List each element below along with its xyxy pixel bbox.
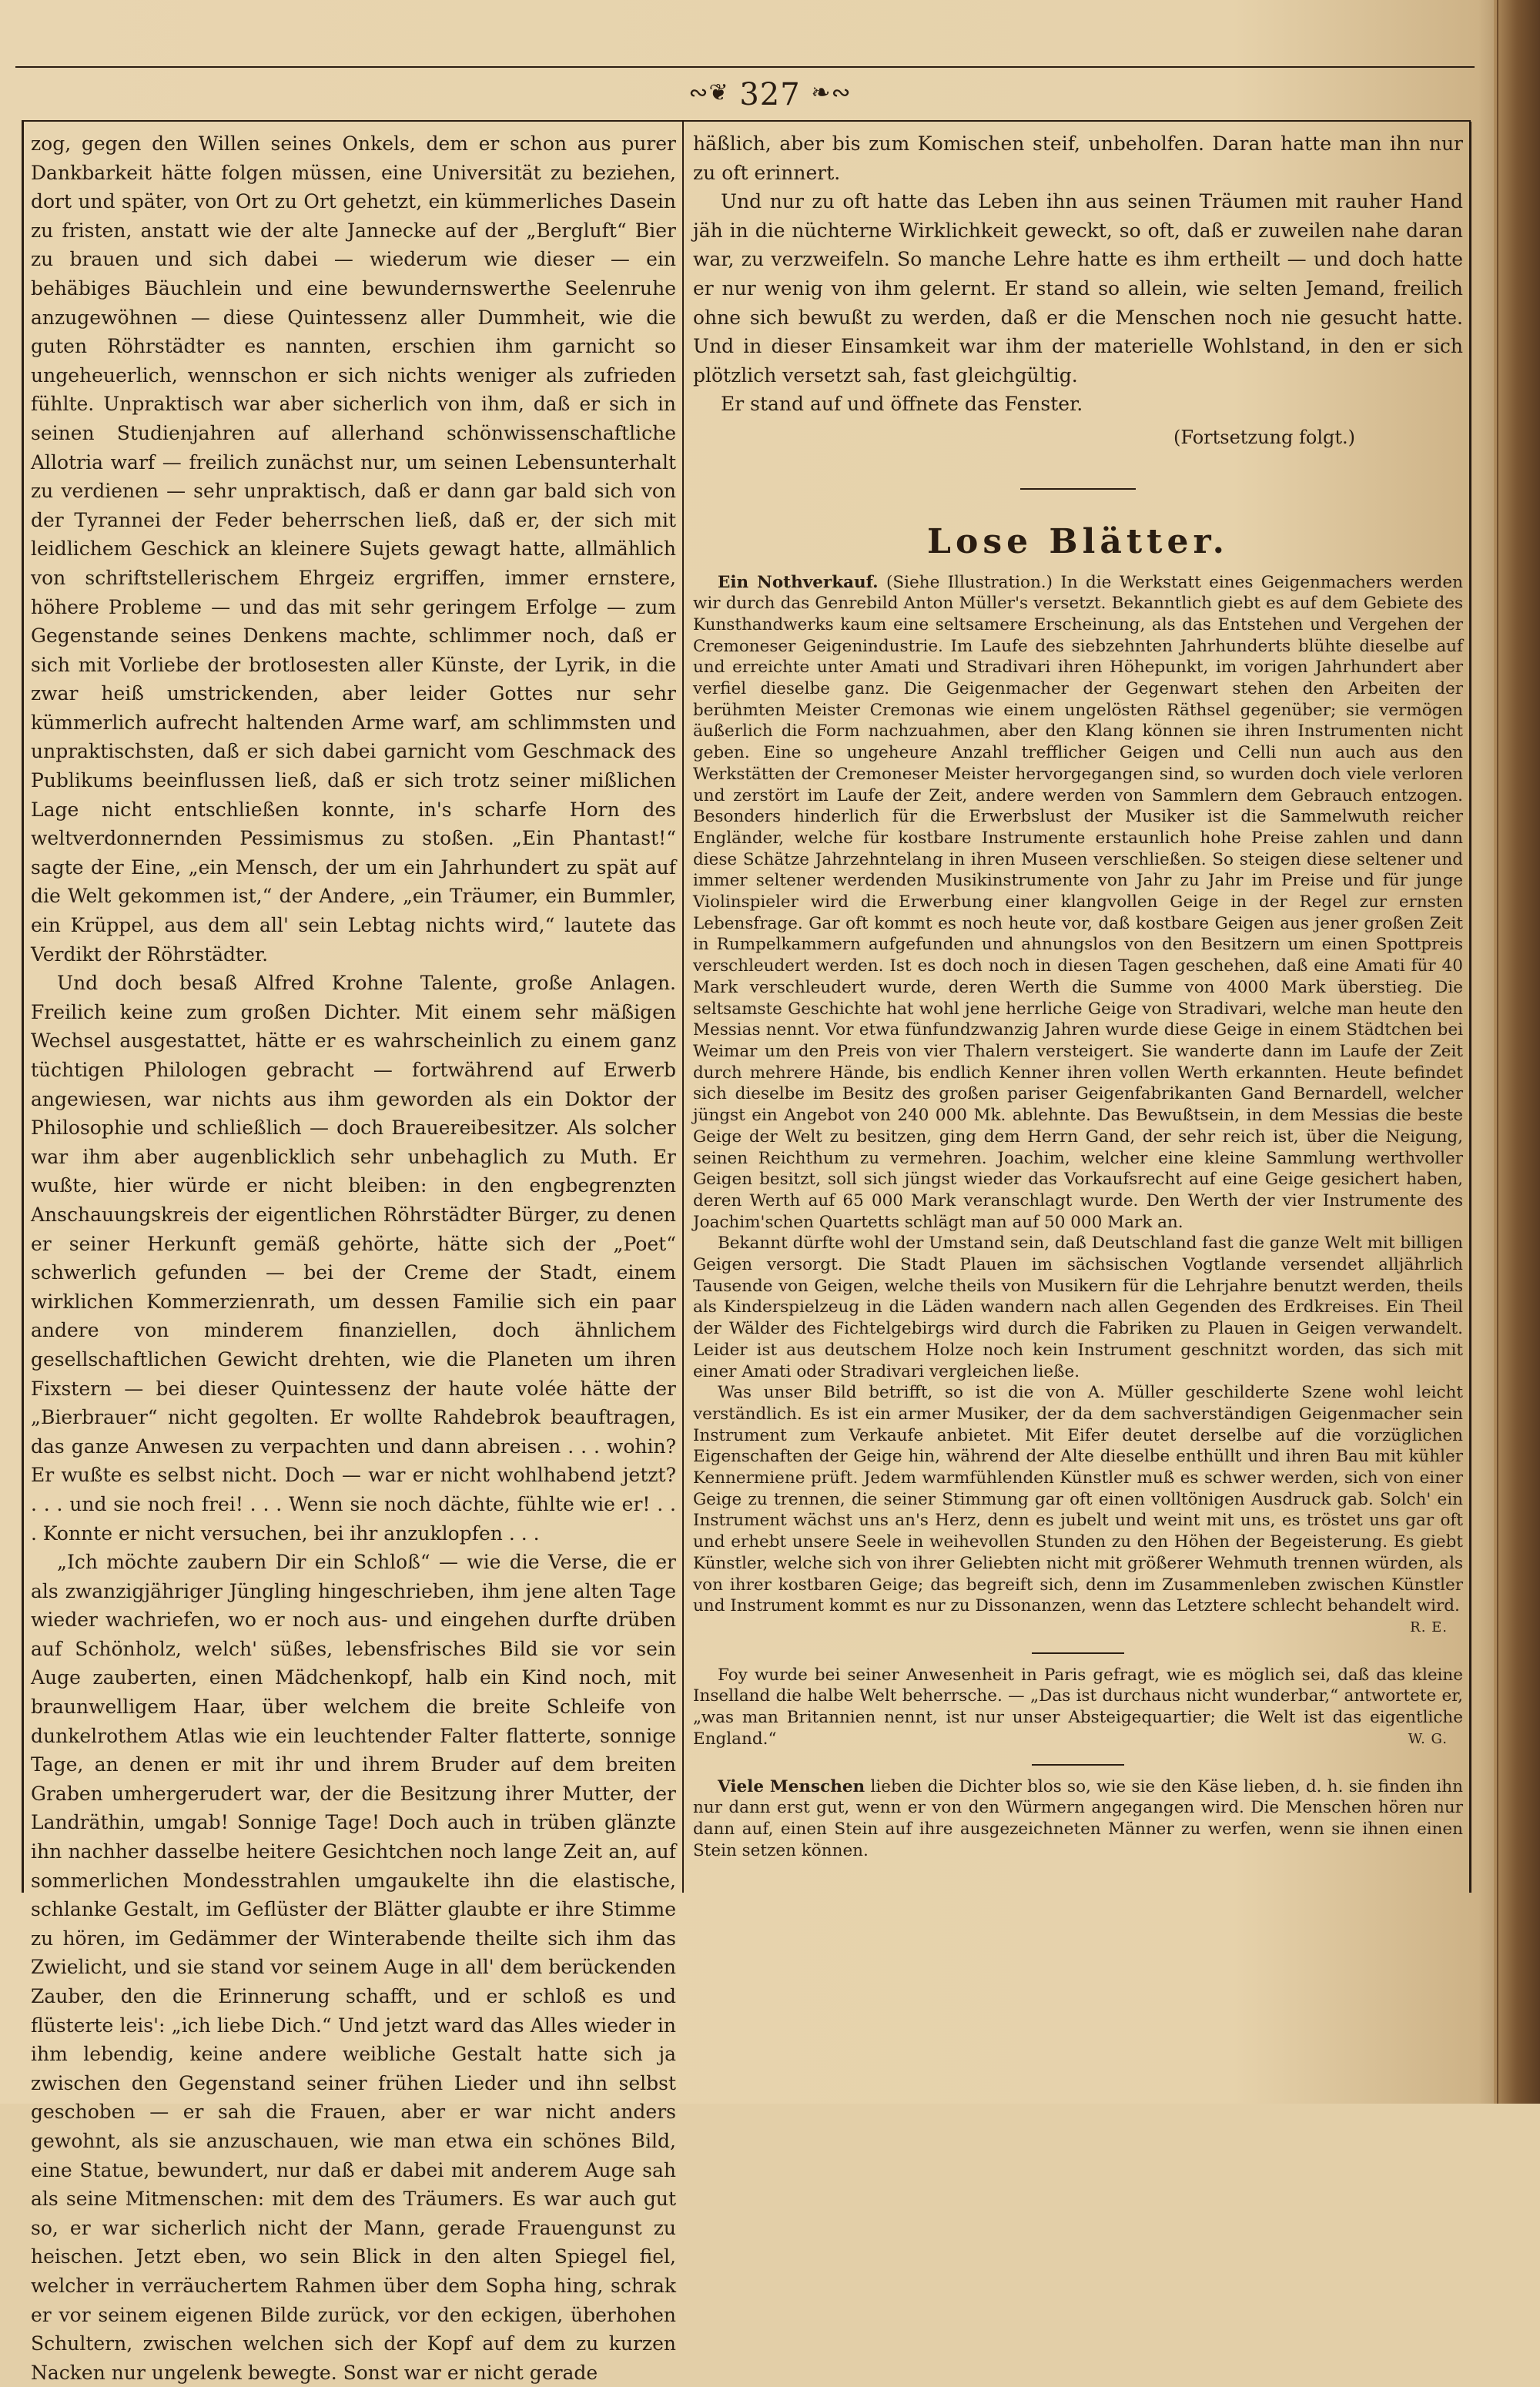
story-paragraph: Er stand auf und öffnete das Fenster. xyxy=(721,393,1083,416)
story-paragraph: Und nur zu oft hatte das Leben ihn aus seinen Träumen mit rauher Hand jäh in die nüchterne Wirklichkeit geweckt, so oft, daß er zuweilen nahe daran war, zu verzweifeln. So manche Lehre hatte es ihm ertheilt — und doch hatte er nur wenig von ihm gelernt. Er stand so allein, wie selten Jemand, freilich ohne sich bewußt zu werden, daß er die Menschen noch nie gesucht hatte. Und in dieser Einsamkeit war ihm der materielle Wohlstand, in den er sich plötzlich versetzt sah, fast gleichgültig. xyxy=(693,190,1463,387)
spine-line xyxy=(1497,0,1498,2104)
author-signature: R. E. xyxy=(1410,1619,1448,1635)
article-paragraph xyxy=(693,1382,1463,1635)
article-divider xyxy=(1032,1764,1124,1766)
story-paragraph: „Ich möchte zaubern Dir ein Schloß“ — wie die Verse, die er als zwanzigjähriger Jüngling hingeschrieben, ihm jene alten Tage wieder wachriefen, wo er noch aus- und eingehen durfte drüben auf Schönholz, welch' süßes, lebensfrisches Bild sie vor sein Auge zauberten, einen Mädchenkopf, halb ein Kind noch, mit braunwelligem Haar, über welchem die breite Schleife von dunkelrothem Atlas wie ein leuchtender Falter flatterte, sonnige Tage, an denen er mit ihr und ihrem Bruder auf dem breiten Graben umhergerudert war, der die Besitzung ihrer Mutter, der Landräthin, umgab! Sonnige Tage! Doch auch in trüben glänzte ihn nachher dasselbe heitere Gesichtchen noch lange Zeit an, auf sommerlichen Mondesstrahlen umgaukelte ihn die elastische, schlanke Gestalt, im Geflüster der Blätter glaubte er ihre Stimme zu hören, im Gedämmer der Winterabende theilte sich ihm das Zwielicht, und sie stand vor seinem Auge in all' dem berückenden Zauber, den die Erinnerung schafft, und er schloß es und flüsterte leis': „ich liebe Dich.“ Und jetzt ward das Alles wieder in ihm lebendig, keine andere weibliche Gestalt hatte sich ja zwischen den Gegenstand seiner frühen Lieder und ihn selbst geschoben — er sah die Frauen, aber er war nicht anders gewohnt, als sie anzuschauen, wie man etwa ein schönes Bild, eine Statue, bewundert, nur daß er dabei mit anderem Auge sah als seine Mitmenschen: mit dem des Träumers. Es war auch gut so, er war sicherlich nicht der Mann, gerade Frauengunst zu heischen. Jetzt eben, wo sein Blick in den alten Spiegel fiel, welcher in verräuchertem Rahmen über dem Sopha hing, schrak er vor seinem eigenen Bilde zurück, vor den eckigen, überhohen Schultern, zwischen welchen sich der Kopf auf dem zu kurzen Nacken nur ungelenk bewegte. Sonst war er nicht gerade xyxy=(31,1551,676,2384)
article-title: Ein Nothverkauf. xyxy=(718,572,879,592)
article-nothverkauf xyxy=(693,572,1463,1862)
left-column xyxy=(31,129,676,2387)
right-flourish-icon: ❧∾ xyxy=(811,79,852,106)
article-title: Viele Menschen xyxy=(718,1776,865,1796)
page-number: 327 xyxy=(739,77,801,112)
author-signature: W. G. xyxy=(1408,1730,1448,1747)
header-underline xyxy=(22,120,1471,122)
article-text: lieben die Dichter blos so, wie sie den Käse lieben, d. h. sie finden ihn nur dann erst gut, wenn er von den Würmern angegangen wird. Die Menschen hören nur dann auf, einen Stein auf ihre ausgezeichneten Männer zu werfen, wenn sie ihnen einen Stein setzen können. xyxy=(693,1776,1463,1860)
section-divider xyxy=(1020,488,1136,490)
article-paragraph xyxy=(693,1776,1463,1862)
story-continuation xyxy=(693,129,1463,453)
article-paragraph: Bekannt dürfte wohl der Umstand sein, daß Deutschland fast die ganze Welt mit billigen Geigen versorgt. Die Stadt Plauen im sächsischen Vogtlande versendet alljährlich Tausende von Geigen, welche theils von Musikern für die Lehrjahre benutzt werden, theils als Kinderspielzeug in die Läden wandern nach allen Gegenden des Erdkreises. Ein Theil der Wälder des Fichtelgebirgs wird durch die Fabriken zu Plauen in Geigen verwandelt. Leider ist aus deutschem Holze noch kein Instrument geschnitzt worden, das sich mit einer Amati oder Stradivari vergleichen ließe. xyxy=(693,1234,1463,1381)
article-paragraph xyxy=(693,572,1463,1234)
right-column xyxy=(693,129,1463,1861)
left-border xyxy=(22,122,24,1893)
story-paragraph: Und doch besaß Alfred Krohne Talente, große Anlagen. Freilich keine zum großen Dichter. Mit einem sehr mäßigen Wechsel ausgestattet, hätte er es wahrscheinlich zu einem ganz tüchtigen Philologen gebracht — fortwährend auf Erwerb angewiesen, war nichts aus ihm geworden als ein Doktor der Philosophie und schließlich — doch Brauereibesitzer. Als solcher war ihm aber augenblicklich sehr unbehaglich zu Muth. Er wußte, hier würde er nicht bleiben: in den engbegrenzten Anschauungskreis der eigentlichen Röhrstädter Bürger, zu denen er seiner Herkunft gemäß gehörte, hätte sich der „Poet“ schwerlich gefunden — bei der Creme der Stadt, einem wirklichen Kommerzienrath, um dessen Familie sich ein paar andere von minderem finanziellen, doch ähnlichem gesellschaftlichen Gewicht drehten, wie die Planeten um ihren Fixstern — bei dieser Quintessenz der haute volée hätte der „Bierbrauer“ nicht gegolten. Er wollte Rahdebrok beauftragen, das ganze Anwesen zu verpachten und dann abreisen . . . wohin? Er wußte es selbst nicht. Doch — war er nicht wohlhabend jetzt? . . . und sie noch frei! . . . Wenn sie noch dächte, fühlte wie er! . . . Konnte er nicht versuchen, bei ihr anzuklopfen . . . xyxy=(31,972,676,1545)
article-text: Was unser Bild betrifft, so ist die von A. Müller geschilderte Szene wohl leicht verständlich. Es ist ein armer Musiker, der da dem sachverständigen Geigenmacher sein Instrument zum Verkaufe anbietet. Mit Eifer deutet derselbe auf die vorzüglichen Eigenschaften der Geige hin, während der Alte dieselbe enthüllt und ihren Bau mit kühler Kennermiene prüft. Jedem warmfühlenden Künstler muß es schwer werden, sich von einer Geige zu trennen, die seiner Stimmung gar oft einen volltönigen Ausdruck gab. Solch' ein Instrument wächst uns an's Herz, denn es jubelt und weint mit uns, es tröstet uns gar oft und erhebt unsere Seele in weihevollen Stunden zu den Höhen der Begeisterung. Es giebt Künstler, welche sich von ihrer Geliebten nicht mit größerer Wehmuth trennen würden, als von ihrer kostbaren Geige; das begreift sich, denn im Zusammenleben zwischen Künstler und Instrument kommt es nur zu Dissonanzen, wenn das Letztere schlecht behandelt wird. xyxy=(693,1383,1463,1616)
article-paragraph xyxy=(693,1665,1463,1750)
story-paragraph: häßlich, aber bis zum Komischen steif, unbeholfen. Daran hatte man ihn nur zu oft erinnert. xyxy=(693,132,1463,184)
left-flourish-icon: ∾❦ xyxy=(688,79,729,106)
header-rule xyxy=(15,66,1475,68)
section-title: Lose Blätter. xyxy=(927,521,1229,561)
page-header xyxy=(0,77,1540,112)
right-border xyxy=(1469,122,1471,1893)
story-paragraph: zog, gegen den Willen seines Onkels, dem er schon aus purer Dankbarkeit hätte folgen müssen, eine Universität zu beziehen, dort und später, von Ort zu Ort gehetzt, ein kümmerliches Dasein zu fristen, anstatt wie der alte Jannecke auf der „Bergluft“ Bier zu brauen und sich dabei — wiederum wie dieser — ein behäbiges Bäuchlein und eine bewundernswerthe Seelenruhe anzugewöhnen — diese Quintessenz aller Dummheit, wie die guten Röhrstädter es nannten, erschien ihm garnicht so ungeheuerlich, wennschon er sich nichts weniger als zufrieden fühlte. Unpraktisch war aber sicherlich von ihm, daß er sich in seinen Studienjahren auf allerhand schönwissenschaftliche Allotria warf — freilich zunächst nur, um seinen Lebensunterhalt zu verdienen — sehr unpraktisch, daß er dann gar bald sich von der Tyrannei der Feder beherrschen ließ, daß er, der sich mit leidlichem Geschick an kleinere Sujets gewagt hatte, allmählich von schriftstellerischem Ehrgeiz ergriffen, immer ernstere, höhere Probleme — und das mit sehr geringem Erfolge — zum Gegenstande seines Denkens machte, schlimmer noch, daß er sich mit Vorliebe der brotlosesten aller Künste, der Lyrik, in die zwar heiß umstrickenden, aber leider Gottes nur sehr kümmerlich aufrecht haltenden Arme warf, am schlimmsten und unpraktischsten, daß er sich dabei garnicht vom Geschmack des Publikums beeinflussen ließ, daß er sich trotz seiner mißlichen Lage nicht entschließen konnte, in's scharfe Horn des weltverdonnernden Pessimismus zu stoßen. „Ein Phantast!“ sagte der Eine, „ein Mensch, der um ein Jahrhundert zu spät auf die Welt gekommen ist,“ der Andere, „ein Träumer, ein Bummler, ein Krüppel, aus dem all' sein Lebtag nichts wird,“ lautete das Verdikt der Röhrstädter. xyxy=(31,132,676,966)
article-divider xyxy=(1032,1652,1124,1654)
article-text: Foy wurde bei seiner Anwesenheit in Paris gefragt, wie es möglich sei, daß das kleine Inselland die halbe Welt beherrsche. — „Das ist durchaus nicht wunderbar,“ antwortete er, „was man Britannien nennt, ist nur unser Absteigequartier; die Welt ist das eigentliche England.“ xyxy=(693,1665,1463,1749)
continuation-note: (Fortsetzung folgt.) xyxy=(1173,426,1355,448)
book-spine xyxy=(1494,0,1540,2104)
column-divider xyxy=(682,122,684,1893)
article-text: (Siehe Illustration.) In die Werkstatt eines Geigenmachers werden wir durch das Genrebild Anton Müller's versetzt. Bekanntlich giebt es auf dem Gebiete des Kunsthandwerks kaum eine seltsamere Erscheinung, als das Entstehen und Vergehen der Cremoneser Geigenindustrie. Im Laufe des siebzehnten Jahrhunderts blühte dieselbe auf und erreichte unter Amati und Stradivari ihren Höhepunkt, im vorigen Jahrhundert aber verfiel dieselbe ganz. Die Geigenmacher der Gegenwart stehen den Arbeiten der berühmten Meister Cremonas wie einem ungelösten Räthsel gegenüber; sie vermögen äußerlich die Form nachzuahmen, aber den Klang können sie ihren Instrumenten nicht geben. Eine so ungeheure Anzahl trefflicher Geigen und Celli nun auch aus den Werkstätten der Cremoneser Meister hervorgegangen sind, so wurden doch viele verloren und zerstört im Laufe der Zeit, andere werden von Sammlern dem Gebrauch entzogen. Besonders hinderlich für die Erwerbslust der Musiker ist die Sammelwuth reicher Engländer, welche für kostbare Instrumente erstaunlich hohe Preise zahlen und dann diese Schätze Jahrzehntelang in ihren Museen verschließen. So steigen diese seltener und immer seltener werdenden Musikinstrumente von Jahr zu Jahr im Preise und für junge Violinspieler wird die Erwerbung einer klangvollen Geige in der Regel zur ernsten Lebensfrage. Gar oft kommt es noch heute vor, daß kostbare Geigen aus jener großen Zeit in Rumpelkammern aufgefunden und ahnungslos von den Besitzern um einen Spottpreis verschleudert werden. Ist es doch noch in diesen Tagen geschehen, daß eine Amati für 40 Mark verschleudert wurde, deren Werth die Summe von 4000 Mark überstieg. Die seltsamste Geschichte hat wohl jene herrliche Geige von Stradivari, welche man heute den Messias nennt. Vor etwa fünfundzwanzig Jahren wurde diese Geige in einem Städtchen bei Weimar um den Preis von vier Thalern versteigert. Sie wanderte dann im Laufe der Zeit durch mehrere Hände, bis endlich Kenner ihren vollen Werth erkannten. Heute befindet sich dieselbe im Besitz des großen pariser Geigenfabrikanten Gand Bernardell, welcher jüngst ein Angebot von 240 000 Mk. ablehnte. Das Bewußtsein, in dem Messias die beste Geige der Welt zu besitzen, ging dem Herrn Gand, der sehr reich ist, über die Neigung, seinen Reichthum zu vermehren. Joachim, welcher eine kleine Sammlung werthvoller Geigen besitzt, soll sich jüngst wieder das Vorkaufsrecht auf eine Geige gesichert haben, deren Werth auf 65 000 Mark veranschlagt wurde. Den Werth der vier Instrumente des Joachim'schen Quartetts schlägt man auf 50 000 Mark an. xyxy=(693,572,1464,1232)
